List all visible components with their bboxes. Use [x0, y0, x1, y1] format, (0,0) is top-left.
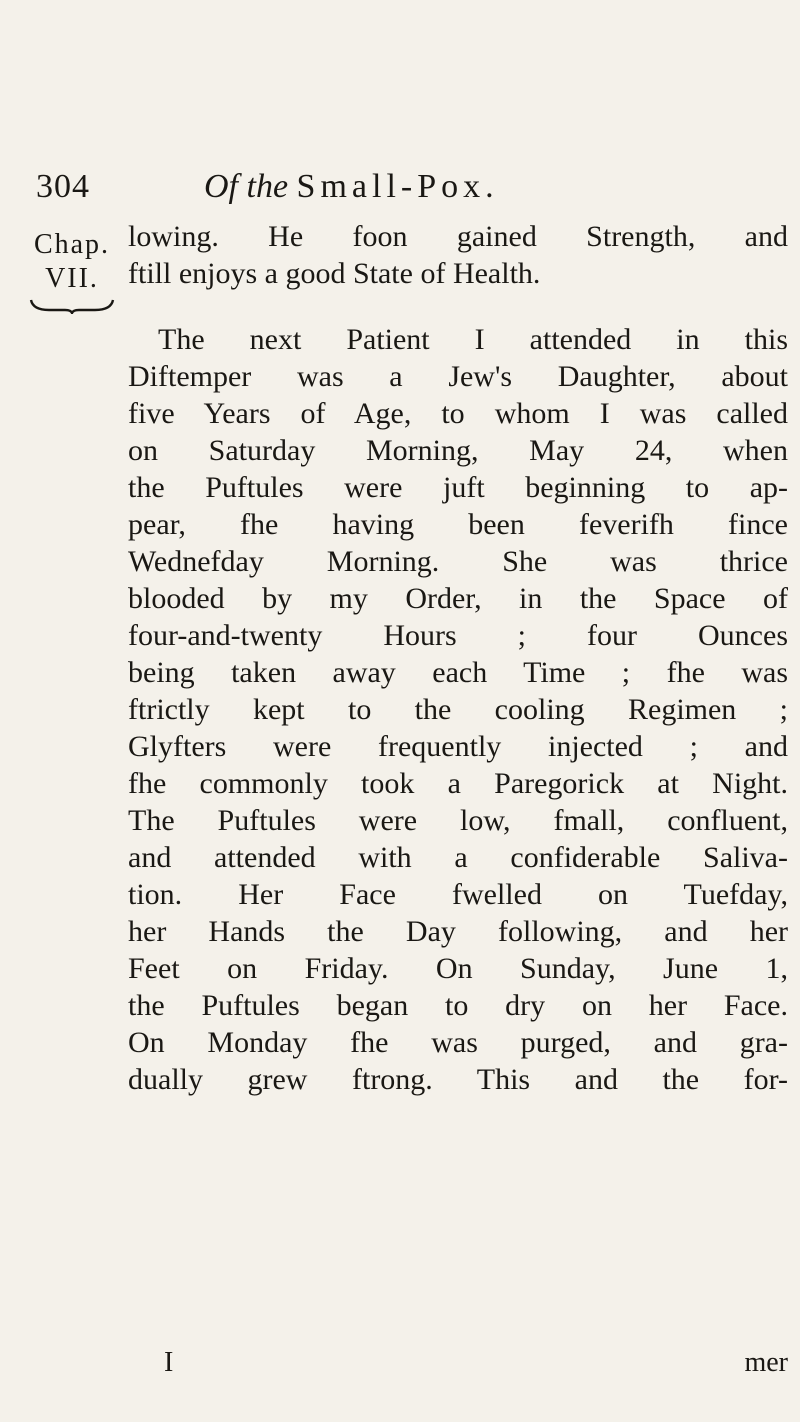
text-line: pear, fhe having been feverifh fince — [128, 508, 788, 541]
text-line: On Monday fhe was purged, and gra- — [128, 1026, 788, 1059]
text-line: The next Patient I attended in this — [158, 323, 788, 356]
chapter-label: Chap. — [33, 229, 111, 260]
text-line: blooded by my Order, in the Space of — [128, 582, 788, 615]
text-line: Feet on Friday. On Sunday, June 1, — [128, 952, 788, 985]
text-line: five Years of Age, to whom I was called — [128, 397, 788, 430]
text-line: her Hands the Day following, and her — [128, 915, 788, 948]
text-line: tion. Her Face fwelled on Tuefday, — [128, 878, 788, 911]
running-title — [204, 168, 499, 206]
text-line: Wednefday Morning. She was thrice — [128, 545, 788, 578]
text-line: Glyfters were frequently injected ; and — [128, 730, 788, 763]
body-text — [128, 218, 788, 1098]
text-line: Diftemper was a Jew's Daughter, about — [128, 360, 788, 393]
running-title-main: Small-Pox. — [296, 168, 499, 205]
chapter-number: VII. — [45, 263, 99, 294]
text-line: The Puftules were low, fmall, confluent, — [128, 804, 788, 837]
text-line: on Saturday Morning, May 24, when — [128, 434, 788, 467]
text-line: fhe commonly took a Paregorick at Night. — [128, 767, 788, 800]
text-line: ftill enjoys a good State of Health. — [128, 257, 541, 290]
paragraph-gap — [128, 292, 788, 321]
text-line: being taken away each Time ; fhe was — [128, 656, 788, 689]
chapter-marginal-note — [22, 228, 122, 314]
text-line: four-and-twenty Hours ; four Ounces — [128, 619, 788, 652]
signature-mark: I — [164, 1347, 174, 1378]
text-line: ftrictly kept to the cooling Regimen ; — [128, 693, 788, 726]
page-footer — [128, 1347, 788, 1383]
text-line: the Puftules were juft beginning to ap- — [128, 471, 788, 504]
text-line: the Puftules began to dry on her Face. — [128, 989, 788, 1022]
text-line: and attended with a confiderable Saliva- — [128, 841, 788, 874]
running-title-prefix: Of the — [204, 168, 289, 205]
brace-ornament-icon — [29, 298, 115, 314]
text-line: dually grew ftrong. This and the for- — [128, 1063, 788, 1096]
page-header — [36, 168, 776, 218]
page-number: 304 — [36, 168, 90, 205]
text-line: lowing. He foon gained Strength, and — [128, 220, 788, 253]
catchword: mer — [744, 1347, 788, 1378]
